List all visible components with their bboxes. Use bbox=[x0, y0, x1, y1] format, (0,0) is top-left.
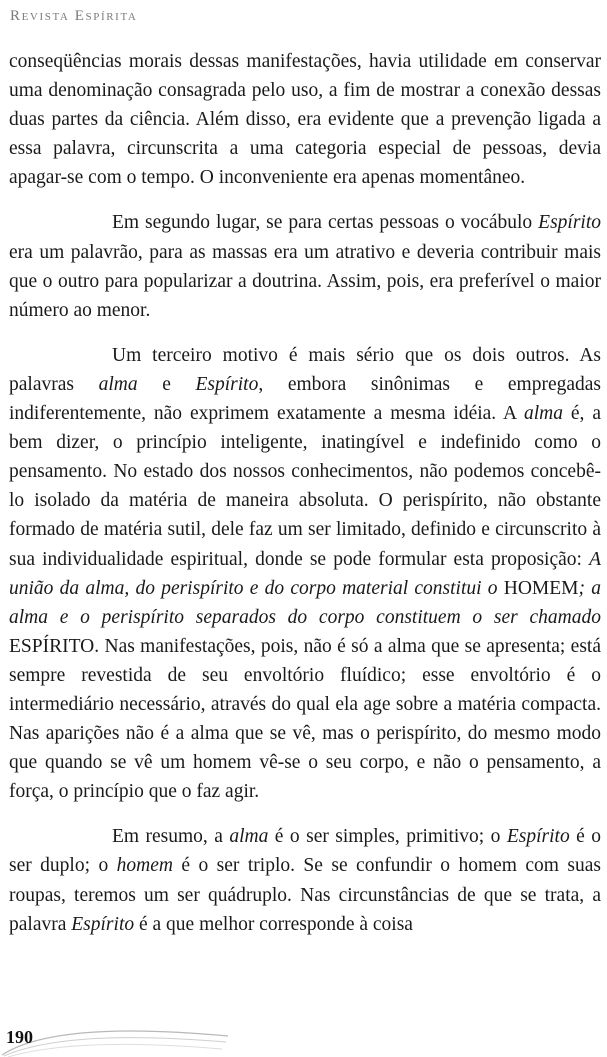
paragraph-1 bbox=[9, 47, 601, 192]
italic-term: alma bbox=[229, 826, 269, 848]
page-body bbox=[9, 47, 601, 939]
paragraph-text: Em segundo lugar, se para certas pessoas o vocábulo bbox=[112, 212, 539, 234]
caps-term: HOMEM bbox=[503, 577, 579, 599]
paragraph-text: é o ser triplo. Se se confundir o homem com suas roupas, teremos um ser quádruplo. Nas circunstâncias de que se trata, a palavra bbox=[9, 855, 601, 935]
running-head: Revista Espírita bbox=[10, 8, 138, 24]
paragraph-text: é a que melhor corresponde à coisa bbox=[134, 913, 413, 935]
paragraph-text: é o ser simples, primitivo; o bbox=[268, 826, 507, 848]
paragraph-4 bbox=[9, 822, 601, 938]
paragraph-text: é, a bem dizer, o princípio inteligente, inatingível e indefinido como o pensamento. No estado dos nossos conhecimentos, não podemos concebê-lo isolado da matéria de maneira absoluta. O perispírito, não obstante formado de matéria sutil, dele faz um ser limitado, definido e circunscrito à sua individualidade espiritual, donde se pode formular esta proposição: bbox=[9, 403, 602, 570]
paragraph-text: é o ser duplo; o bbox=[9, 826, 602, 877]
italic-term: alma bbox=[523, 403, 563, 425]
italic-term: alma bbox=[98, 373, 138, 395]
italic-term: Espírito bbox=[506, 826, 570, 848]
paragraph-2 bbox=[9, 208, 601, 324]
paragraph-text: conseqüências morais dessas manifestações, havia utilidade em conservar uma denominação consagrada pelo uso, a fim de mostrar a conexão dessas duas partes da ciência. Além disso, era evidente que a prevenção ligada a essa palavra, circunscrita a uma categoria especial de pessoas, devia apagar-se com o tempo. O inconveniente era apenas momentâneo. bbox=[9, 51, 601, 189]
italic-proposition: ; a alma e o perispírito separados do corpo constituem o ser chamado bbox=[9, 577, 602, 628]
paragraph-text: era um palavrão, para as massas era um atrativo e deveria contribuir mais que o outro para popularizar a doutrina. Assim, pois, era preferível o maior número ao menor. bbox=[9, 241, 601, 321]
italic-term: Espírito bbox=[71, 913, 135, 935]
swoosh-ornament bbox=[0, 1022, 230, 1057]
italic-term: homem bbox=[116, 855, 173, 877]
paragraph-3 bbox=[9, 341, 601, 807]
paragraph-text: Em resumo, a bbox=[112, 826, 230, 848]
italic-proposition: A união da alma, do perispírito e do corpo material constitui o bbox=[9, 548, 601, 599]
paragraph-text: . Nas manifestações, pois, não é só a alma que se apresenta; está sempre revestida de seu envoltório fluídico; esse envoltório é o intermediário necessário, através do qual ela age sobre a matéria compacta. Nas aparições não é a alma que se vê, mas o perispírito, do mesmo modo que quando se vê um homem vê-se o seu corpo, e não o pensamento, a força, o princípio que o faz agir. bbox=[9, 635, 601, 803]
caps-term: ESPÍRITO bbox=[9, 635, 95, 657]
paragraph-text: , embora sinônimas e empregadas indiferentemente, não exprimem exatamente a mesma idéia. A bbox=[9, 373, 601, 425]
italic-term: Espírito bbox=[195, 373, 259, 395]
italic-term: Espírito bbox=[538, 212, 601, 234]
paragraph-text: e bbox=[137, 373, 196, 395]
paragraph-text: Um terceiro motivo é mais sério que os dois outros. As palavras bbox=[9, 344, 601, 395]
page-number: 190 bbox=[6, 1027, 33, 1047]
